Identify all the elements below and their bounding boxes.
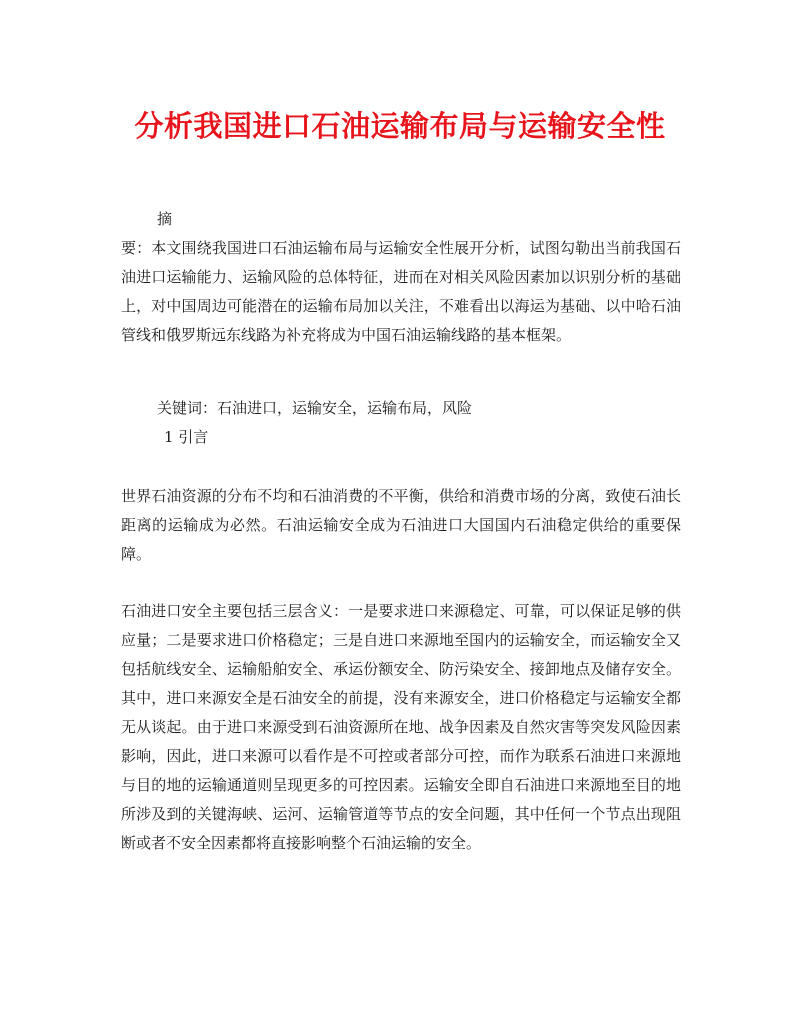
abstract-text: 要：本文围绕我国进口石油运输布局与运输安全性展开分析，试图勾勒出当前我国石油进口运输能力、运输风险的总体特征，进而在对相关风险因素加以识别分析的基础上，对中国周边可能潜在的运输布局加以关注，不难看出以海运为基础、以中哈石油管线和俄罗斯远东线路为补充将成为中国石油运输线路的基本框架。 (121, 239, 681, 344)
paragraph-2: 石油进口安全主要包括三层含义：一是要求进口来源稳定、可靠，可以保证足够的供应量；二是要求进口价格稳定；三是自进口来源地至国内的运输安全，而运输安全又包括航线安全、运输船舶安全、承运份额安全、防污染安全、接卸地点及储存安全。其中，进口来源安全是石油安全的前提，没有来源安全，进口价格稳定与运输安全都无从谈起。由于进口来源受到石油资源所在地、战争因素及自然灾害等突发风险因素影响，因此，进口来源可以看作是不可控或者部分可控，而作为联系石油进口来源地与目的地的运输通道则呈现更多的可控因素。运输安全即自石油进口来源地至目的地所涉及到的关键海峡、运河、运输管道等节点的安全问题，其中任何一个节点出现阻断或者不安全因素都将直接影响整个石油运输的安全。 (121, 602, 681, 852)
paragraph-1: 世界石油资源的分布不均和石油消费的不平衡，供给和消费市场的分离，致使石油长距离的运输成为必然。石油运输安全成为石油进口大国国内石油稳定供给的重要保障。 (121, 487, 681, 563)
section-heading-introduction: 1 引言 (164, 428, 209, 446)
abstract-label: 摘 (157, 210, 173, 228)
document-title: 分析我国进口石油运输布局与运输安全性 (134, 109, 666, 143)
keywords-line: 关键词：石油进口，运输安全，运输布局，风险 (157, 399, 473, 417)
